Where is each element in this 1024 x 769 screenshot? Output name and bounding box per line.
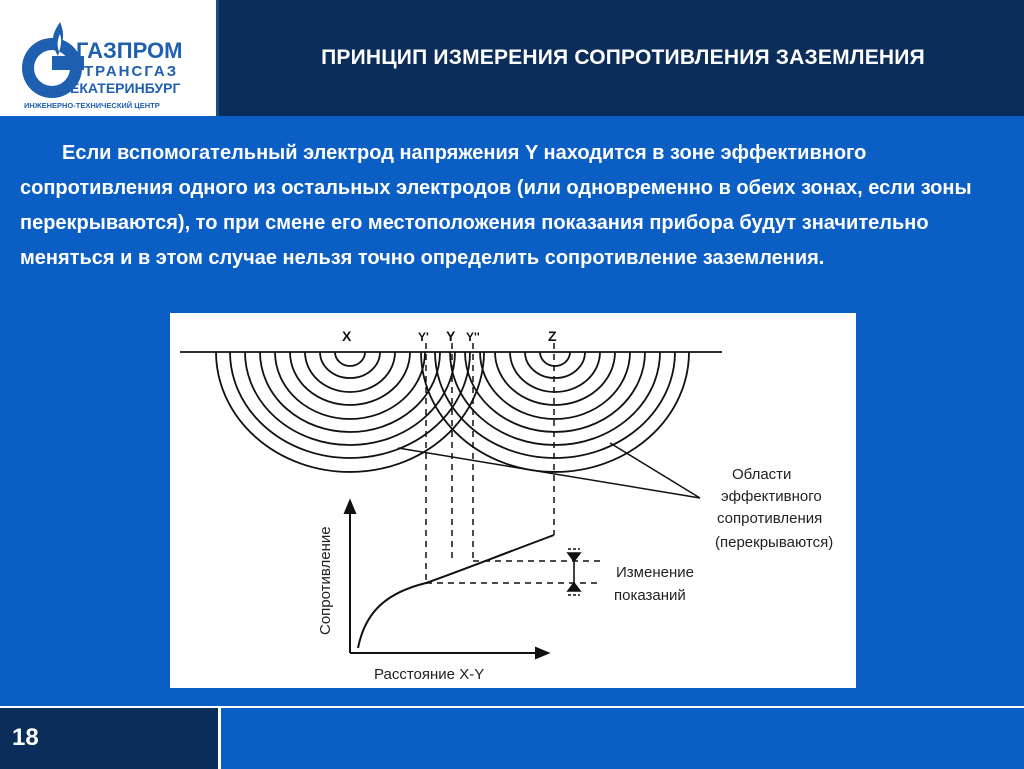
footer-bar	[0, 706, 1024, 769]
logo-line2: ТРАНСГАЗ	[84, 63, 179, 80]
z-zone-arcs	[421, 352, 689, 472]
change-label-line2: показаний	[614, 587, 686, 604]
x-axis-arrow-icon	[536, 648, 548, 658]
diagram-svg	[170, 313, 856, 688]
electrode-z-label: Z	[548, 328, 557, 344]
zones-label-line1: Области	[732, 466, 792, 483]
logo-brand: ГАЗПРОМ	[76, 38, 183, 63]
change-up-arrow-icon	[568, 583, 580, 591]
x-zone-arcs	[216, 352, 484, 472]
zone-pointer-lines	[398, 443, 700, 498]
page-title: ПРИНЦИП ИЗМЕРЕНИЯ СОПРОТИВЛЕНИЯ ЗАЗЕМЛЕНИЯ	[321, 46, 925, 69]
y-axis-label: Сопротивление	[317, 526, 334, 635]
electrode-y1-label: Y'	[418, 330, 429, 344]
resistance-diagram	[170, 313, 856, 688]
gazprom-logo-icon	[0, 0, 216, 116]
y-axis-arrow-icon	[345, 501, 355, 513]
zones-label-line3: сопротивления	[717, 510, 823, 527]
header-bar	[0, 0, 1024, 116]
electrode-y-label: Y	[446, 328, 456, 344]
zones-label-line4: (перекрываются)	[715, 534, 834, 551]
logo-line3: ЕКАТЕРИНБУРГ	[70, 80, 181, 96]
logo-line4: ИНЖЕНЕРНО-ТЕХНИЧЕСКИЙ ЦЕНТР	[24, 101, 160, 110]
zones-label-line2: эффективного	[721, 488, 822, 505]
electrode-x-label: X	[342, 328, 352, 344]
page-number-box	[0, 708, 221, 769]
page-number: 18	[12, 724, 39, 751]
body-paragraph: Если вспомогательный электрод напряжения Y находится в зоне эффективного сопротивления одного из остальных электродов (или одновременно в обеих зонах, если зоны перекрываются), то при смене его местоположения показания прибора будут значительно меняться и в этом случае нельзя точно определить сопротивление заземления.	[20, 142, 972, 269]
company-logo	[0, 0, 219, 116]
change-label-line1: Изменение	[616, 564, 694, 581]
electrode-y2-label: Y''	[466, 330, 480, 344]
x-axis-label: Расстояние X-Y	[374, 666, 485, 683]
change-down-arrow-icon	[568, 553, 580, 561]
resistance-curve	[358, 535, 554, 648]
